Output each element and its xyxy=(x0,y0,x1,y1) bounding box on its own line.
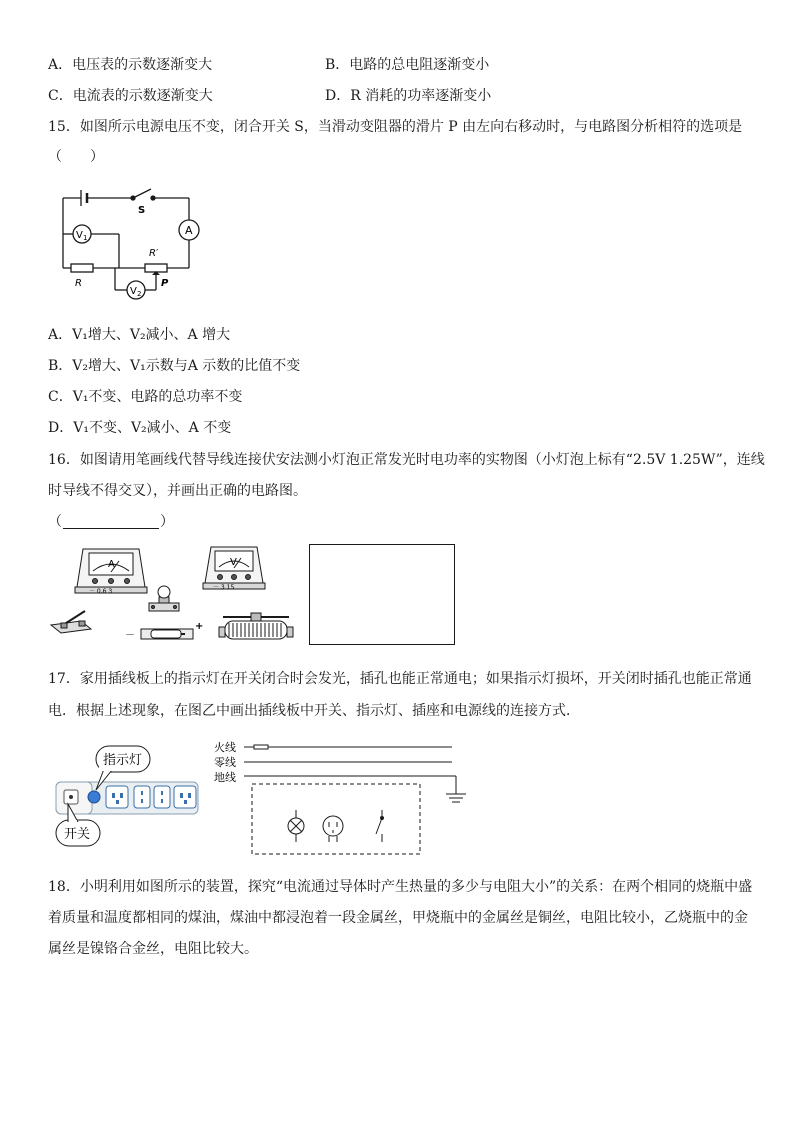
socket-icon xyxy=(106,786,128,808)
battery-box-device-icon xyxy=(141,629,193,639)
q17-line1: 17．家用插线板上的指示灯在开关闭合时会发光，插孔也能正常通电；如果指示灯损坏，开关闭时插孔也能正常通 xyxy=(48,671,752,687)
resistor-r xyxy=(71,264,93,272)
switch-label: 开关 xyxy=(64,827,91,842)
q17-line2: 电．根据上述现象，在图乙中画出插线板中开关、指示灯、插座和电源线的连接方式． xyxy=(48,703,580,719)
knife-switch-device-icon xyxy=(51,611,91,633)
q15-option-d: D．V₁不变、V₂减小、A 不变 xyxy=(48,420,232,436)
socket-icon xyxy=(134,786,150,808)
q17-wiring-diagram xyxy=(210,738,480,858)
switch-blade xyxy=(133,189,151,198)
label-v2: V xyxy=(130,286,137,297)
switch-symbol-icon xyxy=(376,818,382,834)
q18-line2: 着质量和温度都相同的煤油，煤油中都浸泡着一段金属丝，甲烧瓶中的金属丝是铜丝，电阻比较小，乙烧瓶中的金 xyxy=(48,910,748,926)
q15-stem: 15．如图所示电源电压不变，闭合开关 S，当滑动变阻器的滑片 P 由左向右移动时，与电路图分析相符的选项是 xyxy=(48,119,743,135)
q16-line2: 时导线不得交叉），并画出正确的电路图。 xyxy=(48,483,307,499)
q15-paren: （ ） xyxy=(48,149,104,165)
socket-icon xyxy=(154,786,170,808)
ammeter-terminals-label: － 0.6 3 xyxy=(89,588,113,595)
voltmeter-device-icon xyxy=(203,547,265,589)
q16-line1: 16．如图请用笔画线代替导线连接伏安法测小灯泡正常发光时电功率的实物图（小灯泡上标有“2.5V 1.25W”，连线 xyxy=(48,452,765,468)
battery-minus-label: － xyxy=(125,630,135,641)
strip-internal-dashed-box xyxy=(252,784,420,854)
q16-apparatus-figure xyxy=(45,543,295,645)
q16-answer-blank xyxy=(48,512,174,532)
voltmeter-face-label: V xyxy=(230,557,237,568)
slide-rheostat-device-icon xyxy=(219,613,293,639)
q15-option-b: B．V₂增大、V₁示数与A 示数的比值不变 xyxy=(48,358,301,374)
q17-power-strip-figure xyxy=(52,738,202,848)
label-ammeter-a: A xyxy=(185,224,193,237)
q14-option-b: B．电路的总电阻逐渐变小 xyxy=(325,57,490,73)
neutral-wire-label: 零线 xyxy=(214,756,236,769)
fuse-icon xyxy=(254,745,268,749)
q14-option-a: A．电压表的示数逐渐变大 xyxy=(48,57,213,73)
live-wire-label: 火线 xyxy=(214,741,236,754)
q14-option-c: C．电流表的示数逐渐变大 xyxy=(48,88,213,104)
battery-plus-label: + xyxy=(195,621,204,632)
ammeter-face-label: A xyxy=(108,559,115,570)
ammeter-device-icon xyxy=(75,549,147,593)
paren-close: ） xyxy=(160,514,174,530)
strip-indicator-light-icon xyxy=(88,791,100,803)
answer-blank-line[interactable] xyxy=(63,512,159,529)
q15-circuit-diagram xyxy=(55,180,205,305)
label-v2-sub: 2 xyxy=(137,290,142,298)
q16-drawing-box[interactable] xyxy=(309,544,455,645)
label-resistor: R xyxy=(75,278,82,289)
rheostat-r-prime xyxy=(145,264,167,272)
q18-line3: 属丝是镍铬合金丝，电阻比较大。 xyxy=(48,941,258,957)
voltmeter-terminals-label: － 3 15 xyxy=(213,584,235,591)
q15-option-a: A．V₁增大、V₂减小、A 增大 xyxy=(48,327,231,343)
label-v1: V xyxy=(76,230,83,241)
q15-option-c: C．V₁不变、电路的总功率不变 xyxy=(48,389,243,405)
q18-line1: 18．小明利用如图所示的装置，探究“电流通过导体时产生热量的多少与电阻大小”的关系：在两个相同的烧瓶中盛 xyxy=(48,879,753,895)
socket-icon xyxy=(174,786,196,808)
indicator-label: 指示灯 xyxy=(103,753,143,768)
label-rheostat: R′ xyxy=(149,248,159,259)
bulb-device-icon xyxy=(149,586,179,611)
q14-option-d: D．R 消耗的功率逐渐变小 xyxy=(325,88,492,104)
label-v1-sub: 1 xyxy=(83,234,88,242)
label-switch-s: S xyxy=(138,205,146,216)
label-slider-p: P xyxy=(161,278,169,289)
paren-open: （ xyxy=(48,514,62,530)
ground-wire-label: 地线 xyxy=(214,771,236,784)
